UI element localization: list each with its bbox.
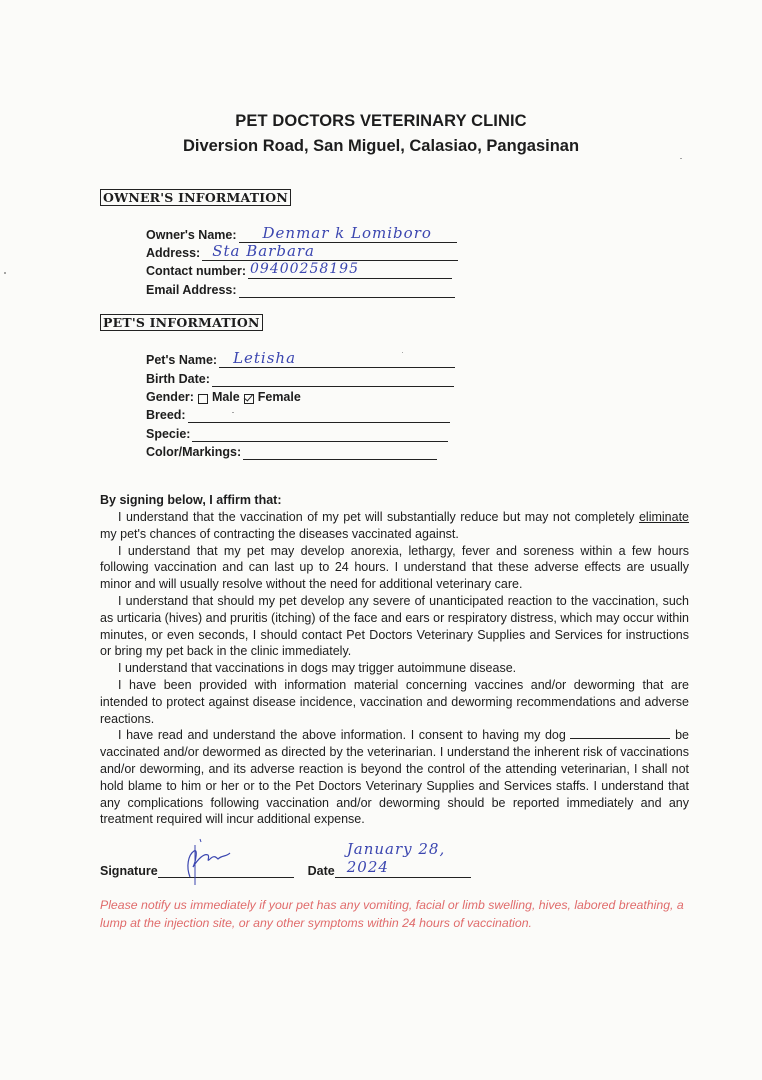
specie-field bbox=[146, 425, 448, 442]
consent-p6-text-end: be vaccinated and/or dewormed as directed by the veterinarian. I understand the inherent risk of vaccinations and/or deworming, and its adverse reaction is beyond the control of the attending veterinarian, I shall not hold blame to him or her or to the Pet Doctors Veterinary Supplies and Services staffs. I understand that any complications following vaccination and/or deworming should be reported immediately and any treatment required will incur additional expense. bbox=[100, 728, 689, 827]
dog-name-blank[interactable] bbox=[570, 727, 670, 739]
address-field bbox=[146, 244, 458, 261]
consent-paragraph: I understand that vaccinations in dogs may trigger autoimmune disease. bbox=[118, 661, 517, 676]
email-label: Email Address: bbox=[146, 283, 237, 297]
gender-field bbox=[146, 388, 301, 405]
consent-p6-text: I have read and understand the above information. I consent to having my dog bbox=[118, 728, 571, 743]
birth-date-field bbox=[146, 370, 454, 387]
color-markings-line[interactable] bbox=[243, 444, 437, 460]
date-line[interactable] bbox=[335, 840, 471, 878]
pet-name-line[interactable] bbox=[219, 349, 455, 368]
contact-line[interactable] bbox=[248, 263, 452, 279]
color-markings-field bbox=[146, 443, 437, 460]
birth-date-line[interactable] bbox=[212, 371, 454, 387]
specie-label: Specie: bbox=[146, 427, 191, 441]
owner-name-field bbox=[146, 226, 457, 243]
consent-p1-text-end: my pet's chances of contracting the diseases vaccinated against. bbox=[100, 526, 459, 541]
contact-value: 09400258195 bbox=[250, 261, 359, 277]
female-label: Female bbox=[257, 390, 301, 404]
vaccination-notice: Please notify us immediately if your pet has any vomiting, facial or limb swelling, hives, labored breathing, a lump at the injection site, or any other symptoms within 24 hours of vaccination. bbox=[100, 898, 684, 930]
scan-speck bbox=[4, 272, 6, 274]
pet-name-value: Letisha bbox=[233, 349, 297, 367]
pet-info-heading: PET'S INFORMATION bbox=[100, 314, 263, 331]
signature-label: Signature bbox=[100, 864, 158, 878]
scan-speck bbox=[232, 412, 234, 413]
affirm-heading: By signing below, I affirm that: bbox=[100, 493, 282, 507]
consent-paragraph: I understand that should my pet develop any severe of unanticipated reaction to the vaccination, such as urticaria (hives) and pruritis (itching) of the face and ears or respiratory distress, which may occur within minutes, or even seconds, I should contact Pet Doctors Veterinary Supplies and Services for instructions or bring my pet back in the clinic immediately. bbox=[100, 593, 689, 659]
consent-paragraph: I understand that my pet may develop anorexia, lethargy, fever and soreness within a few hours following vaccination and can last up to 24 hours. I understand that these adverse effects are usually minor and will usually resolve without the need for additional veterinary care. bbox=[100, 543, 689, 592]
consent-paragraph bbox=[100, 509, 689, 543]
specie-line[interactable] bbox=[192, 426, 448, 442]
clinic-address: Diversion Road, San Miguel, Calasiao, Pangasinan bbox=[182, 137, 580, 155]
owner-name-line[interactable] bbox=[239, 224, 457, 243]
email-line[interactable] bbox=[239, 282, 455, 298]
signature-scribble bbox=[176, 837, 256, 887]
address-value: Sta Barbara bbox=[212, 242, 315, 260]
gender-label: Gender: bbox=[146, 390, 194, 404]
pet-name-label: Pet's Name: bbox=[146, 353, 218, 367]
owner-name-value: Denmar k Lomiboro bbox=[262, 224, 432, 242]
consent-paragraph: I have been provided with information material concerning vaccines and/or deworming that are intended to protect against disease incidence, vaccination and deworming recommendations and adverse reactions. bbox=[100, 677, 689, 726]
male-label: Male bbox=[211, 390, 240, 404]
signature-row bbox=[100, 840, 471, 878]
owner-name-label: Owner's Name: bbox=[146, 228, 237, 242]
date-value: January 28, 2024 bbox=[346, 840, 446, 876]
consent-text bbox=[100, 509, 689, 828]
clinic-name: PET DOCTORS VETERINARY CLINIC bbox=[235, 112, 527, 130]
consent-paragraph bbox=[100, 727, 689, 828]
address-label: Address: bbox=[146, 246, 201, 260]
female-checkbox[interactable] bbox=[244, 394, 254, 404]
breed-label: Breed: bbox=[146, 408, 186, 422]
email-field bbox=[146, 281, 455, 298]
scan-speck bbox=[402, 352, 403, 353]
consent-p1-text: I understand that the vaccination of my pet will substantially reduce but may not completely bbox=[118, 510, 639, 524]
contact-label: Contact number: bbox=[146, 264, 246, 278]
owner-info-heading: OWNER'S INFORMATION bbox=[100, 189, 291, 206]
breed-field bbox=[146, 406, 450, 423]
pet-name-field bbox=[146, 351, 455, 368]
color-markings-label: Color/Markings: bbox=[146, 445, 242, 459]
address-line[interactable] bbox=[202, 242, 458, 261]
birth-date-label: Birth Date: bbox=[146, 372, 210, 386]
signature-line[interactable] bbox=[158, 863, 294, 878]
scan-speck bbox=[680, 158, 682, 159]
breed-line[interactable] bbox=[188, 407, 450, 423]
date-label: Date bbox=[307, 864, 335, 878]
consent-p1-underlined: eliminate bbox=[638, 510, 689, 524]
contact-field bbox=[146, 262, 452, 279]
male-checkbox[interactable] bbox=[198, 394, 208, 404]
